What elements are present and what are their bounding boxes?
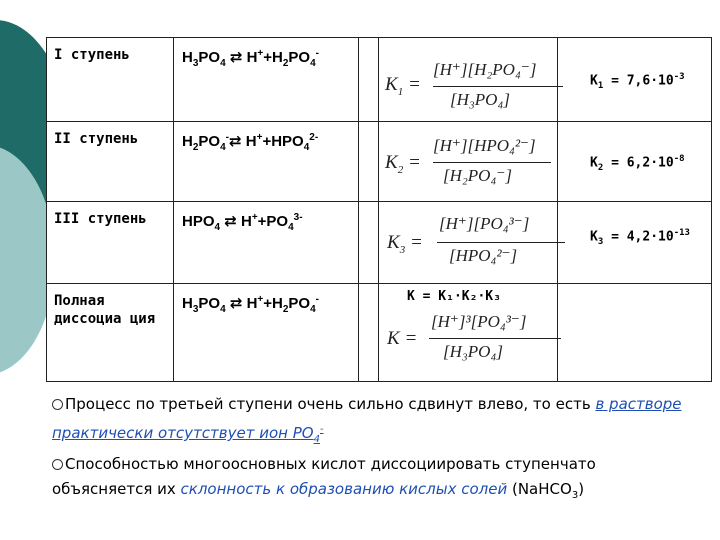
step-cell <box>47 122 174 202</box>
step-label: Полная диссоциа ция <box>54 293 156 327</box>
equation-cell <box>174 202 379 284</box>
table-row <box>47 284 712 382</box>
bullet-2: Способностью многоосновных кислот диссоциировать ступенчато объясняется их склонность к образованию кислых солей (NaHCO$_3$) <box>52 455 596 501</box>
formula-k1: $K_1$ = [H⁺][H₂PO₄⁻] [H₃PO₄] <box>385 56 575 116</box>
constant-cell <box>379 202 712 284</box>
formula-k3: $K_3$ = [H⁺][PO₄³⁻] [HPO₄²⁻] <box>387 210 577 274</box>
step-label: I ступень <box>54 47 130 63</box>
equation: $H_3PO_4$ ⇄ $H^++H_2PO_4^-$ <box>182 294 319 315</box>
bullet-icon <box>52 459 63 470</box>
emphasis-text: в растворе практически отсутствует ион PO <box>52 395 682 442</box>
equation: $HPO_4$ ⇄ $H^++PO_4^{3-}$ <box>182 212 303 233</box>
step-cell <box>47 202 174 284</box>
equation: $H_3PO_4$ ⇄ $H^++H_2PO_4^-$ <box>182 48 319 69</box>
table-row <box>47 38 712 122</box>
step-label: II ступень <box>54 131 139 147</box>
equation: $H_2PO_4^-⇄$ $H^++HPO_4^{2-}$ <box>182 132 319 153</box>
column-divider <box>557 37 558 381</box>
equation-cell <box>174 38 379 122</box>
table-row <box>47 122 712 202</box>
k3-value: $K_3 = 4,2\cdot 10^{-13}$ <box>590 228 690 247</box>
step-cell <box>47 284 174 382</box>
step-label: III ступень <box>54 211 147 227</box>
dissociation-table <box>46 37 712 382</box>
bullet-1: Процесс по третьей ступени очень сильно сдвинут влево, то есть в растворе практически отсутствует ион $PO_4^-$ <box>52 395 682 445</box>
equation-cell <box>174 284 379 382</box>
constant-cell <box>379 284 712 382</box>
table-row <box>47 202 712 284</box>
bullet-icon <box>52 399 63 410</box>
k2-value: $K_2 = 6,2\cdot 10^{-8}$ <box>590 154 685 173</box>
emphasis-text: склонность к образованию кислых солей <box>180 480 508 498</box>
formula-k2: $K_2$ = [H⁺][HPO₄²⁻] [H₂PO₄⁻] <box>385 132 575 192</box>
column-divider <box>358 37 359 381</box>
formula-k: K = [H⁺]³[PO₄³⁻] [H₃PO₄] <box>387 308 577 374</box>
equation-cell <box>174 122 379 202</box>
step-cell <box>47 38 174 122</box>
constant-cell <box>379 38 712 122</box>
k-total: K = K₁·K₂·K₃ <box>407 289 501 304</box>
constant-cell <box>379 122 712 202</box>
notes <box>52 392 692 508</box>
k1-value: $K_1 = 7,6\cdot 10^{-3}$ <box>590 72 685 91</box>
